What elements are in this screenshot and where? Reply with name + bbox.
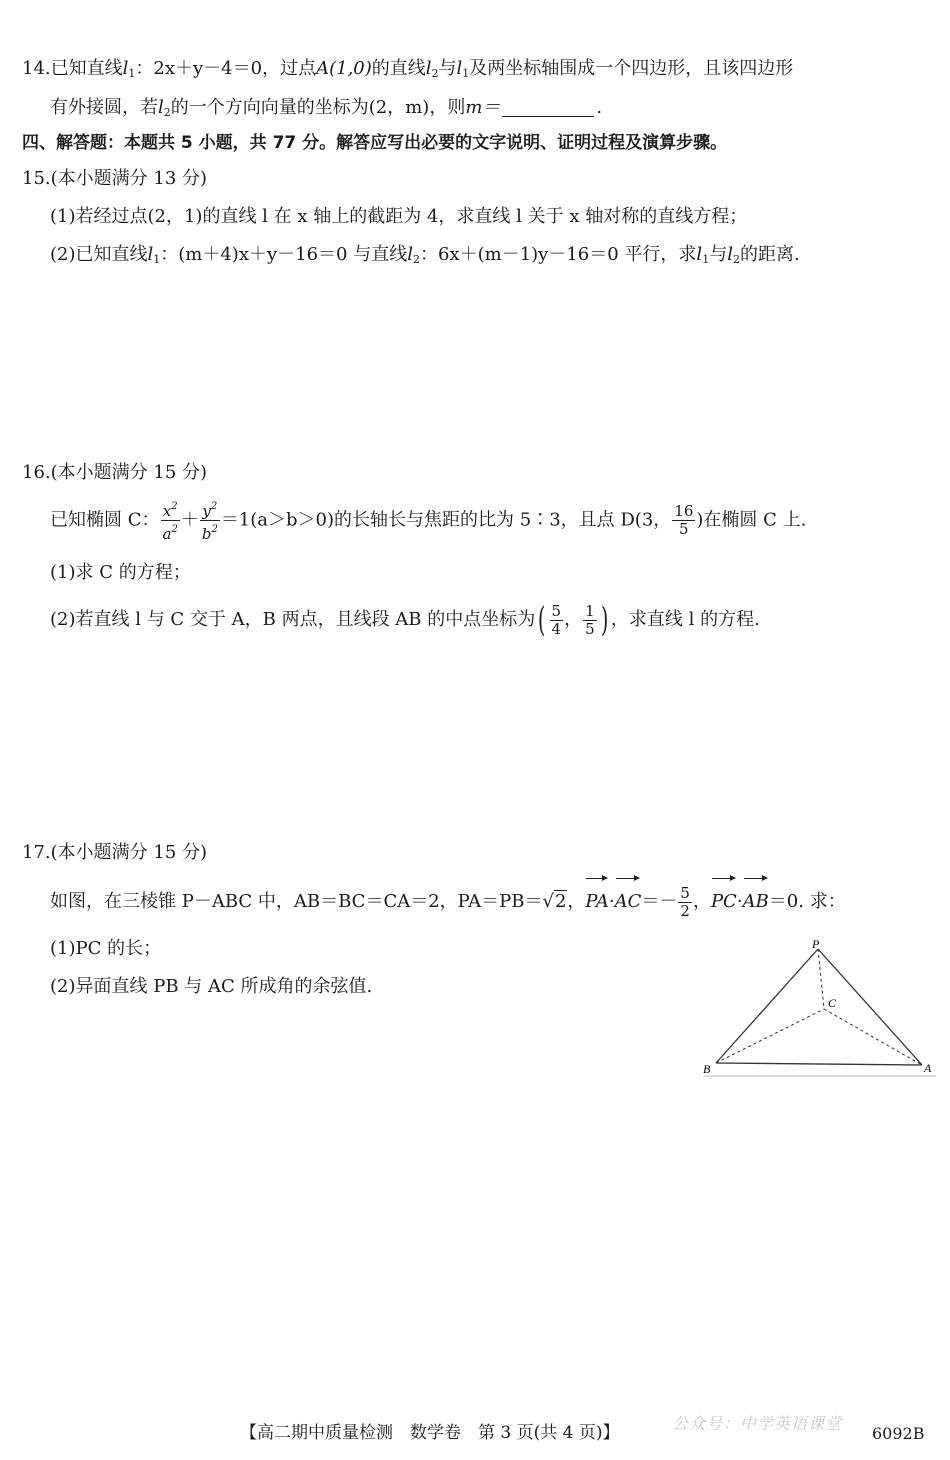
edge-BA — [716, 1063, 922, 1065]
answer-blank[interactable] — [502, 98, 594, 117]
pyramid-figure — [700, 935, 940, 1080]
footer-code: 6092B — [872, 1424, 925, 1443]
label-B: B — [703, 1062, 711, 1076]
edge-PC — [818, 949, 824, 1009]
q17-stem: 如图，在三棱锥 P－ABC 中，AB＝BC＝CA＝2，PA＝PB＝√2，PA·AC＝－ $\frac{5}{2}$ ，PC·AB＝0. 求： — [50, 878, 846, 924]
q16-header: 16.(本小题满分 15 分) — [22, 462, 208, 483]
watermark: 公众号：中学英语课堂 — [672, 1414, 843, 1433]
q15-part1: (1)若经过点(2，1)的直线 l 在 x 轴上的截距为 4，求直线 l 关于 x 轴对称的直线方程； — [50, 206, 748, 227]
edge-CA — [824, 1009, 922, 1065]
q14-line1: 14.已知直线$l_1$：2x＋y－4＝0，过点A(1,0)的直线$l_2$与$l_1$及两坐标轴围成一个四边形，且该四边形 — [22, 58, 794, 80]
q14-line2: 有外接圆，若$l_2$的一个方向向量的坐标为(2，m)，则m＝ . — [50, 97, 603, 119]
q16-stem: 已知椭圆 C： $\frac{x^2}{a^2}$ ＋ $\frac{y^2}{b^2}$ ＝1(a＞b＞0)的长轴长与焦距的比为 5∶3，且点 D(3， $\frac{16}{5}$ )在椭圆 C 上. — [50, 498, 806, 543]
footer-title: 【高二期中质量检测 数学卷 第 3 页(共 4 页)】 — [240, 1423, 620, 1443]
q15-header: 15.(本小题满分 13 分) — [22, 168, 208, 189]
q16-part2: (2)若直线 l 与 C 交于 A，B 两点，且线段 AB 的中点坐标为( $\frac{5}{4}$ ， $\frac{1}{5}$ ) ，求直线 l 的方程. — [50, 600, 760, 640]
q15-part2: (2)已知直线$l_1$：(m＋4)x＋y－16＝0 与直线$l_2$：6x＋(m－1)y－16＝0 平行，求$l_1$与$l_2$的距离. — [50, 244, 800, 266]
edge-PB — [716, 949, 818, 1063]
label-P: P — [812, 937, 820, 951]
edge-BC — [716, 1009, 824, 1063]
q16-part1: (1)求 C 的方程； — [50, 562, 191, 583]
section-4-title: 四、解答题：本题共 5 小题，共 77 分。解答应写出必要的文字说明、证明过程及演算步骤。 — [22, 133, 728, 153]
label-A: A — [924, 1061, 932, 1075]
label-C: C — [828, 996, 837, 1010]
q17-part1: (1)PC 的长； — [50, 938, 162, 959]
q17-part2: (2)异面直线 PB 与 AC 所成角的余弦值. — [50, 976, 373, 997]
q17-header: 17.(本小题满分 15 分) — [22, 842, 208, 863]
